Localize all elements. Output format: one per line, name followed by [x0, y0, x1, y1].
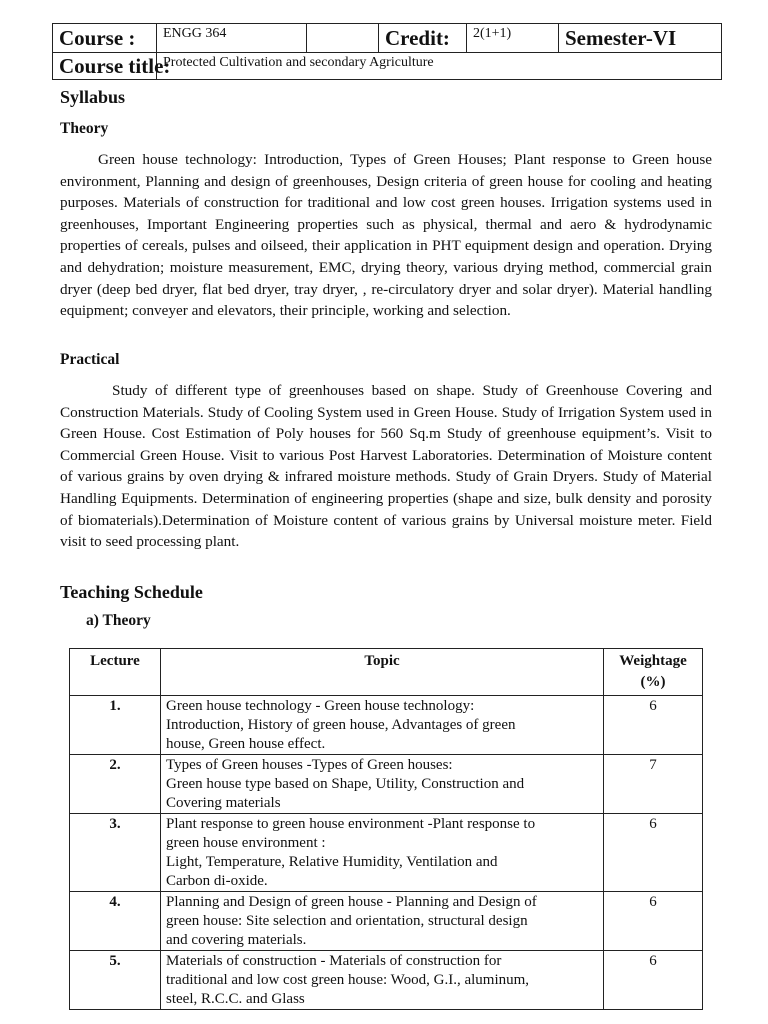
- practical-paragraph: Study of different type of greenhouses based on shape. Study of Greenhouse Covering and Construction Materials. Study of Cooling System used in Green House. Study of Irrigation System used in Green House. Cost Estimation of Poly houses for 560 Sq.m Study of greenhouse equipment’s. Visit to Commercial Green House. Visit to various Post Harvest Laboratories. Determination of Moisture content of various grains by oven drying & infrared moisture methods. Study of Grain Dryers. Study of Material Handling Equipments. Determination of engineering properties (shape and size, bulk density and porosity of biomaterials).Determination of Moisture content of various grains by Universal moisture meter. Field visit to seed processing plant.: [60, 382, 712, 551]
- theory-subheading: a) Theory: [86, 612, 151, 629]
- table-row: [70, 755, 703, 814]
- lecture-weightage: 7: [604, 755, 703, 814]
- course-title-label: Course title:: [53, 53, 157, 80]
- topic-line: Planning and Design of green house - Planning and Design of: [166, 894, 537, 910]
- topic-line: green house environment :: [166, 835, 326, 851]
- topic-line: Types of Green houses -Types of Green houses:: [166, 757, 453, 773]
- course-code: ENGG 364: [157, 24, 307, 53]
- credit-value: 2(1+1): [467, 24, 559, 53]
- theory-heading: Theory: [60, 120, 109, 137]
- topic-line: and covering materials.: [166, 932, 307, 948]
- topic-line: Carbon di-oxide.: [166, 873, 268, 889]
- topic-line: Materials of construction - Materials of construction for: [166, 953, 502, 969]
- lecture-number: 1.: [70, 696, 161, 755]
- lecture-weightage: 6: [604, 892, 703, 951]
- topic-line: Covering materials: [166, 795, 281, 811]
- lecture-number: 5.: [70, 951, 161, 1010]
- topic-line: Introduction, History of green house, Advantages of green: [166, 717, 516, 733]
- table-row: [70, 892, 703, 951]
- table-row: [70, 814, 703, 892]
- topic-line: steel, R.C.C. and Glass: [166, 991, 305, 1007]
- lecture-topic: [161, 814, 604, 892]
- lecture-weightage: 6: [604, 814, 703, 892]
- lecture-topic: [161, 755, 604, 814]
- course-label: Course :: [53, 24, 157, 53]
- lecture-weightage: 6: [604, 696, 703, 755]
- lecture-weightage: 6: [604, 951, 703, 1010]
- credit-label: Credit:: [379, 24, 467, 53]
- lecture-number: 3.: [70, 814, 161, 892]
- syllabus-heading: Syllabus: [60, 87, 126, 107]
- topic-line: Green house type based on Shape, Utility, Construction and: [166, 776, 525, 792]
- lecture-number: 4.: [70, 892, 161, 951]
- teaching-schedule-table: [69, 648, 703, 1010]
- teaching-schedule-heading: Teaching Schedule: [60, 582, 203, 602]
- topic-line: Green house technology - Green house technology:: [166, 698, 475, 714]
- lecture-topic: [161, 951, 604, 1010]
- lecture-topic: [161, 892, 604, 951]
- topic-line: house, Green house effect.: [166, 736, 326, 752]
- theory-paragraph: Green house technology: Introduction, Types of Green Houses; Plant response to Green house environment, Planning and design of greenhouses, Design criteria of green house for cooling and heating purposes. Materials of construction for traditional and low cost green houses. Irrigation systems used in greenhouses, Important Engineering properties such as physical, thermal and aero & hydrodynamic properties of cereals, pulses and oilseed, their application in PHT equipment design and operation. Drying and dehydration; moisture measurement, EMC, drying theory, various drying method, commercial grain dryer (deep bed dryer, flat bed dryer, tray dryer, , re-circulatory dryer and solar dryer). Material handling equipment; conveyer and elevators, their principle, working and selection.: [60, 151, 712, 320]
- topic-line: traditional and low cost green house: Wood, G.I., aluminum,: [166, 972, 530, 988]
- semester-label: Semester-VI: [559, 24, 722, 53]
- table-row: [70, 696, 703, 755]
- column-header-weightage: Weightage (%): [604, 649, 703, 696]
- table-row: [70, 951, 703, 1010]
- empty-cell: [307, 24, 379, 53]
- column-header-topic: Topic: [161, 649, 604, 696]
- topic-line: Plant response to green house environment -Plant response to: [166, 816, 536, 832]
- course-header-table: [52, 23, 722, 80]
- column-header-lecture: Lecture: [70, 649, 161, 696]
- course-title-value: Protected Cultivation and secondary Agriculture: [157, 53, 722, 80]
- lecture-topic: [161, 696, 604, 755]
- topic-line: Light, Temperature, Relative Humidity, Ventilation and: [166, 854, 498, 870]
- lecture-number: 2.: [70, 755, 161, 814]
- practical-heading: Practical: [60, 351, 120, 368]
- topic-line: green house: Site selection and orientation, structural design: [166, 913, 528, 929]
